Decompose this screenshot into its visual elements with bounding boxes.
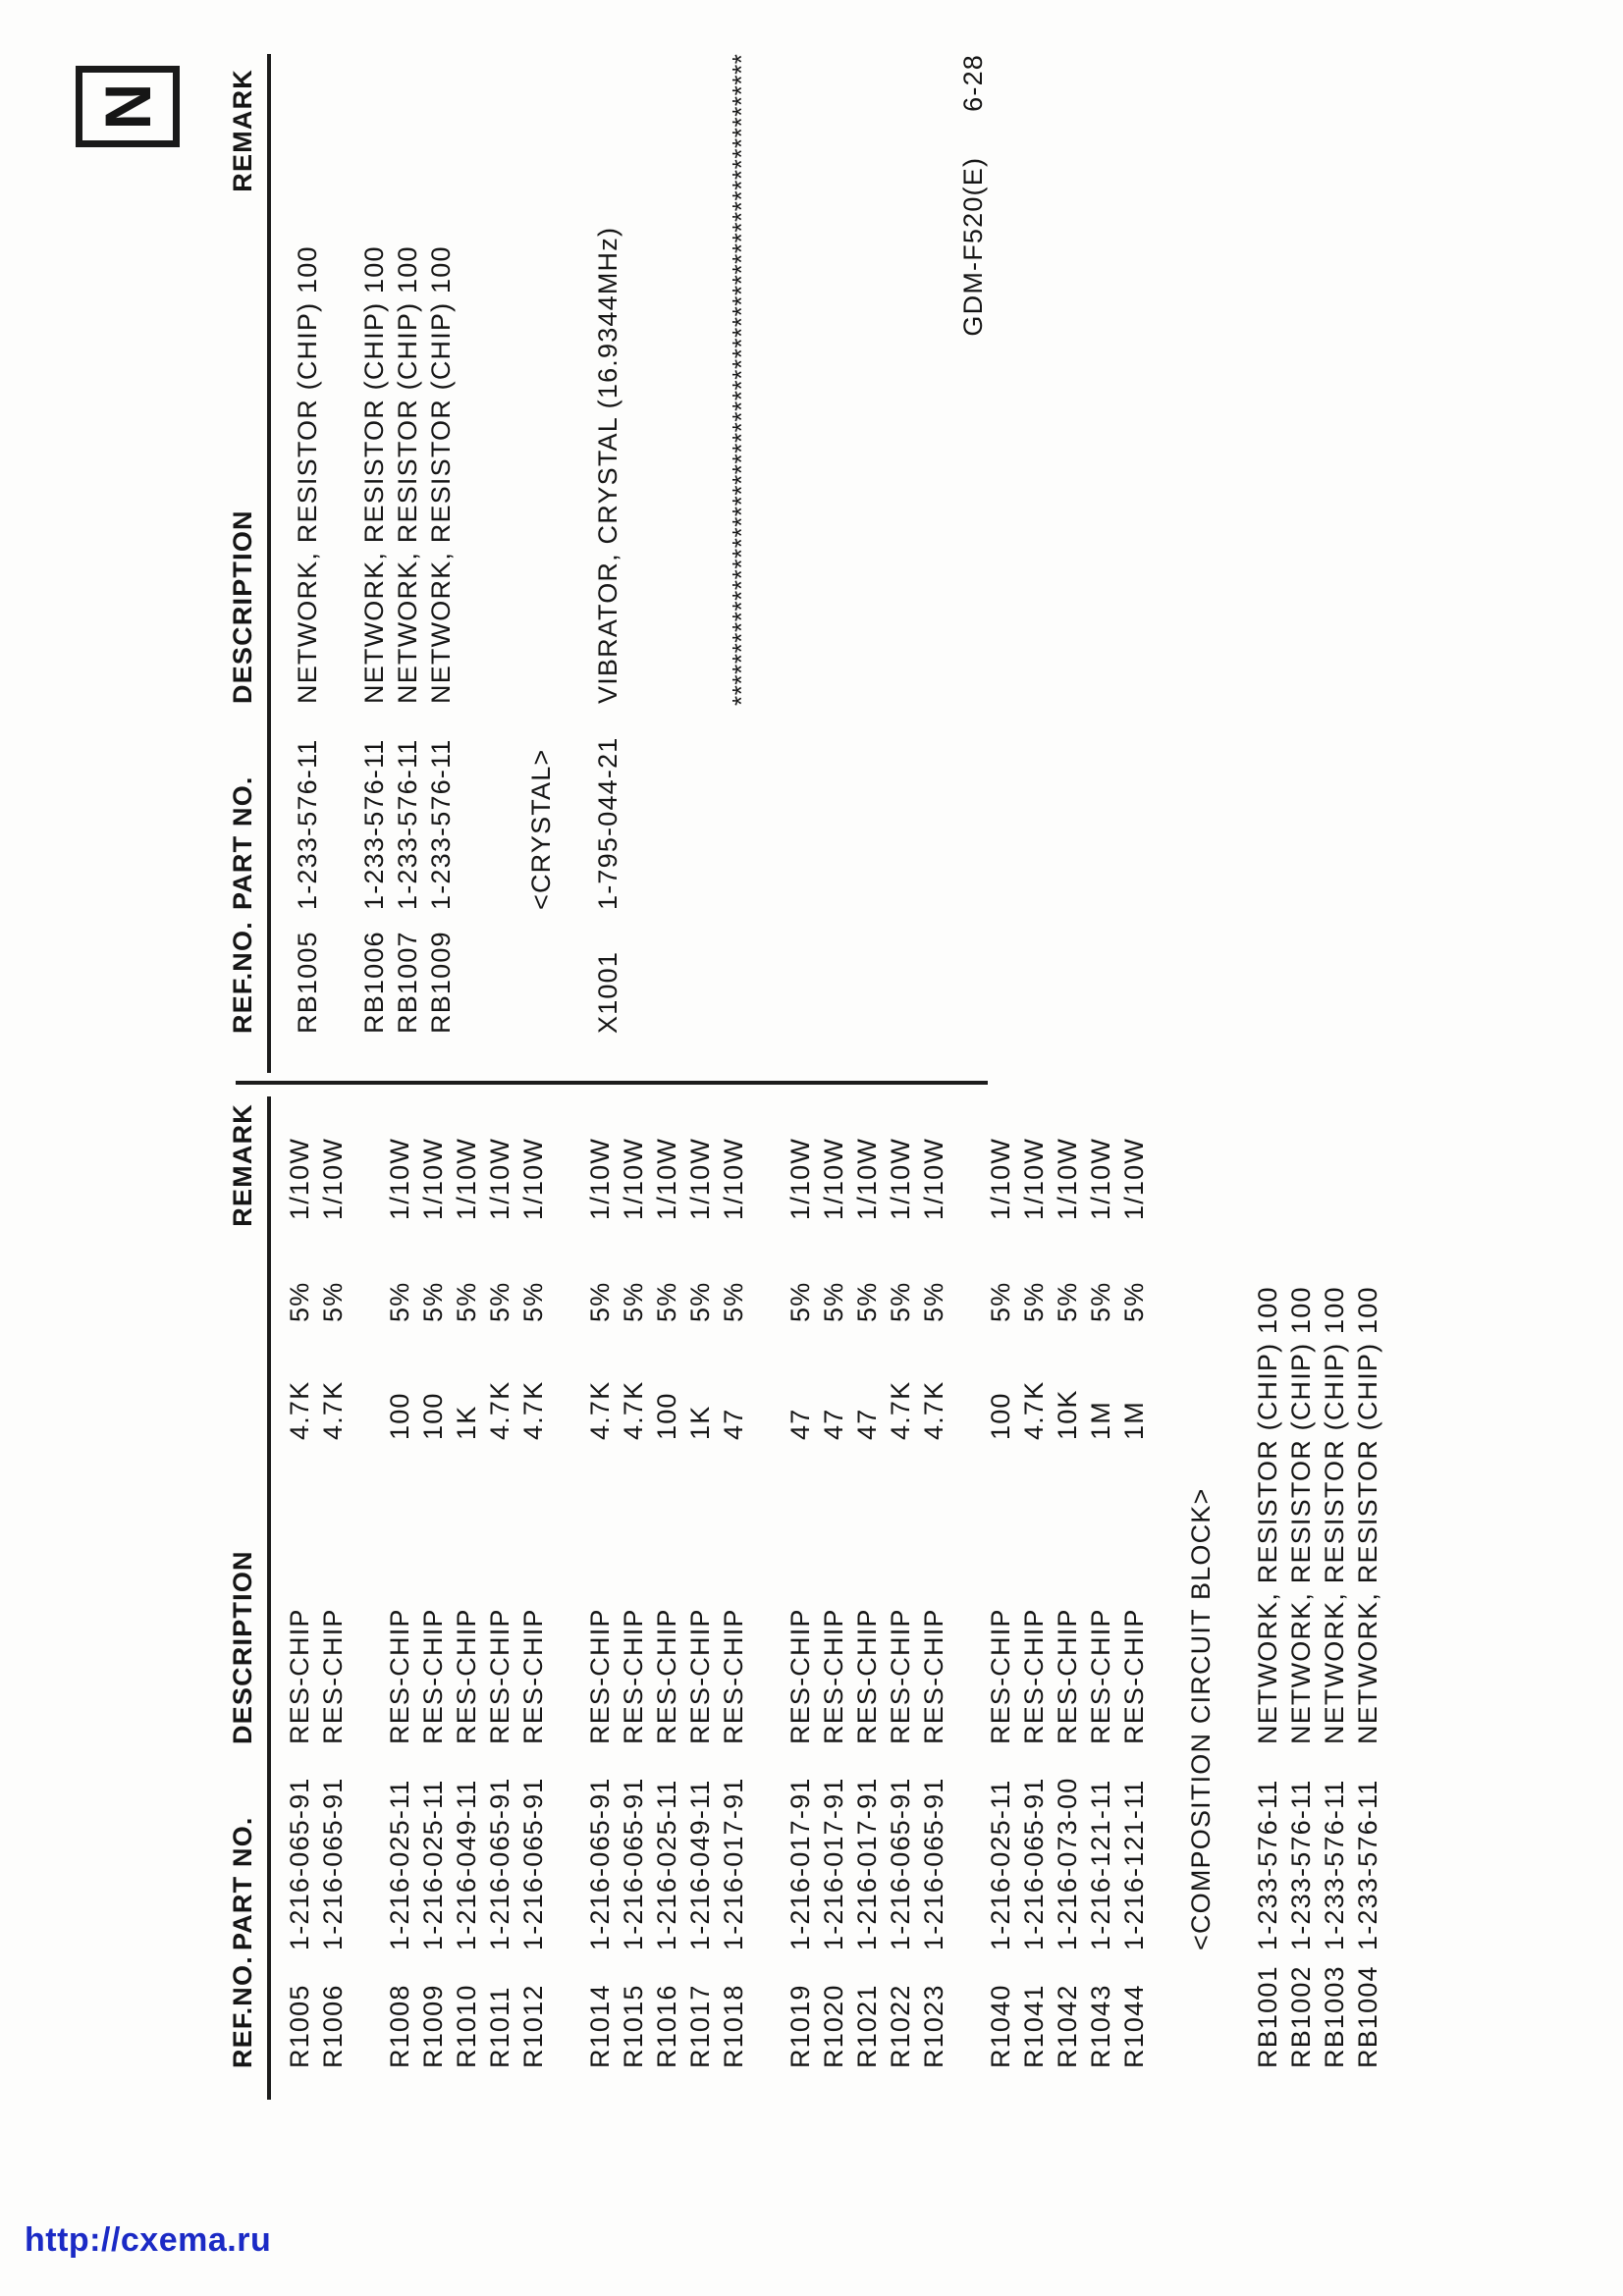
cell-part-no: 1-216-065-91 <box>919 1777 948 1950</box>
cell-remark: 1/10W <box>285 1137 314 1220</box>
section-letter: N <box>91 82 164 131</box>
cell-description: NETWORK, RESISTOR (CHIP) 100 <box>1353 1286 1382 1744</box>
asterisk-separator: ************************************************************** <box>727 53 756 706</box>
cell-part-no: 1-216-121-11 <box>1086 1779 1115 1950</box>
section-marker-box <box>76 66 180 147</box>
cell-remark: 1/10W <box>452 1137 481 1220</box>
cell-ref-no: R1044 <box>1119 1984 1149 2068</box>
cell-ref-no: R1019 <box>785 1984 815 2068</box>
cell-description: RES-CHIP <box>819 1608 848 1744</box>
cell-part-no: 1-216-025-11 <box>652 1779 681 1950</box>
cell-part-no: 1-216-065-91 <box>318 1777 348 1950</box>
cell-part-no: 1-216-017-91 <box>719 1777 748 1950</box>
cell-ref-no: R1018 <box>719 1984 748 2068</box>
cell-tolerance: 5% <box>285 1281 314 1322</box>
cell-tolerance: 5% <box>619 1281 648 1322</box>
cell-remark: 1/10W <box>385 1137 414 1220</box>
cell-tolerance: 5% <box>518 1281 548 1322</box>
cell-remark: 1/10W <box>652 1137 681 1220</box>
cell-part-no: 1-216-049-11 <box>452 1779 481 1950</box>
cell-description: RES-CHIP <box>886 1608 915 1744</box>
cell-value: 4.7K <box>619 1380 648 1440</box>
cell-value: 47 <box>719 1408 748 1440</box>
cell-description: VIBRATOR, CRYSTAL (16.9344MHz) <box>593 226 622 704</box>
cell-remark: 1/10W <box>986 1137 1015 1220</box>
cell-remark: 1/10W <box>1019 1137 1049 1220</box>
cell-remark: 1/10W <box>585 1137 615 1220</box>
cell-ref-no: RB1005 <box>293 931 322 1034</box>
section-title: <COMPOSITION CIRCUIT BLOCK> <box>1186 1487 1216 1950</box>
cell-description: RES-CHIP <box>518 1608 548 1744</box>
cell-ref-no: RB1006 <box>359 931 389 1034</box>
cell-part-no: 1-233-576-11 <box>426 738 456 910</box>
header-underline <box>267 54 271 1073</box>
cell-ref-no: X1001 <box>593 950 622 1034</box>
cell-description: NETWORK, RESISTOR (CHIP) 100 <box>426 245 456 704</box>
cell-remark: 1/10W <box>785 1137 815 1220</box>
cell-value: 1M <box>1119 1401 1149 1440</box>
cell-ref-no: RB1004 <box>1353 1965 1382 2068</box>
cell-description: NETWORK, RESISTOR (CHIP) 100 <box>1320 1286 1349 1744</box>
cell-description: NETWORK, RESISTOR (CHIP) 100 <box>393 245 422 704</box>
cell-tolerance: 5% <box>852 1281 882 1322</box>
cell-part-no: 1-233-576-11 <box>359 738 389 910</box>
cell-remark: 1/10W <box>919 1137 948 1220</box>
cell-part-no: 1-216-065-91 <box>886 1777 915 1950</box>
cell-description: RES-CHIP <box>418 1608 448 1744</box>
cell-tolerance: 5% <box>1119 1281 1149 1322</box>
cell-tolerance: 5% <box>318 1281 348 1322</box>
watermark-link[interactable]: http://cxema.ru <box>25 2221 272 2259</box>
page-footer <box>958 54 989 337</box>
cell-part-no: 1-216-065-91 <box>1019 1777 1049 1950</box>
cell-value: 4.7K <box>318 1380 348 1440</box>
cell-tolerance: 5% <box>886 1281 915 1322</box>
cell-ref-no: RB1009 <box>426 931 456 1034</box>
cell-remark: 1/10W <box>418 1137 448 1220</box>
cell-part-no: 1-216-121-11 <box>1119 1779 1149 1950</box>
cell-description: RES-CHIP <box>585 1608 615 1744</box>
cell-ref-no: R1020 <box>819 1984 848 2068</box>
cell-part-no: 1-233-576-11 <box>1353 1779 1382 1950</box>
cell-description: RES-CHIP <box>785 1608 815 1744</box>
cell-description: RES-CHIP <box>318 1608 348 1744</box>
cell-ref-no: R1040 <box>986 1984 1015 2068</box>
cell-ref-no: R1011 <box>485 1986 514 2068</box>
cell-tolerance: 5% <box>585 1281 615 1322</box>
cell-tolerance: 5% <box>452 1281 481 1322</box>
cell-tolerance: 5% <box>418 1281 448 1322</box>
cell-ref-no: R1042 <box>1053 1984 1082 2068</box>
header-ref-no: REF.NO. <box>228 1955 257 2068</box>
cell-part-no: 1-216-065-91 <box>485 1777 514 1950</box>
cell-description: NETWORK, RESISTOR (CHIP) 100 <box>293 245 322 704</box>
header-underline <box>267 1096 271 2100</box>
cell-part-no: 1-795-044-21 <box>593 736 622 910</box>
cell-part-no: 1-216-065-91 <box>285 1777 314 1950</box>
parts-table-left-column <box>228 1036 1382 2068</box>
cell-remark: 1/10W <box>685 1137 715 1220</box>
cell-ref-no: RB1001 <box>1253 1965 1282 2068</box>
cell-part-no: 1-216-017-91 <box>852 1777 882 1950</box>
cell-description: NETWORK, RESISTOR (CHIP) 100 <box>359 245 389 704</box>
cell-ref-no: R1006 <box>318 1984 348 2068</box>
cell-ref-no: R1005 <box>285 1984 314 2068</box>
cell-description: RES-CHIP <box>852 1608 882 1744</box>
cell-value: 100 <box>418 1392 448 1440</box>
cell-description: RES-CHIP <box>619 1608 648 1744</box>
cell-ref-no: RB1003 <box>1320 1965 1349 2068</box>
cell-remark: 1/10W <box>1053 1137 1082 1220</box>
cell-value: 4.7K <box>1019 1380 1049 1440</box>
cell-ref-no: R1041 <box>1019 1984 1049 2068</box>
cell-tolerance: 5% <box>1053 1281 1082 1322</box>
cell-description: RES-CHIP <box>1086 1608 1115 1744</box>
header-description: DESCRIPTION <box>228 1550 257 1744</box>
header-description: DESCRIPTION <box>228 509 257 704</box>
cell-description: RES-CHIP <box>385 1608 414 1744</box>
cell-ref-no: RB1002 <box>1286 1965 1316 2068</box>
cell-part-no: 1-216-049-11 <box>685 1779 715 1950</box>
cell-value: 1M <box>1086 1401 1115 1440</box>
cell-description: RES-CHIP <box>1053 1608 1082 1744</box>
cell-value: 4.7K <box>585 1380 615 1440</box>
cell-remark: 1/10W <box>318 1137 348 1220</box>
cell-part-no: 1-216-065-91 <box>518 1777 548 1950</box>
cell-ref-no: R1010 <box>452 1984 481 2068</box>
cell-ref-no: R1043 <box>1086 1984 1115 2068</box>
cell-value: 4.7K <box>485 1380 514 1440</box>
cell-description: RES-CHIP <box>652 1608 681 1744</box>
cell-remark: 1/10W <box>886 1137 915 1220</box>
cell-description: RES-CHIP <box>1019 1608 1049 1744</box>
footer-model-code: GDM-F520(E) <box>958 156 988 337</box>
cell-description: NETWORK, RESISTOR (CHIP) 100 <box>1253 1286 1282 1744</box>
cell-value: 47 <box>819 1408 848 1440</box>
cell-value: 4.7K <box>285 1380 314 1440</box>
cell-ref-no: R1012 <box>518 1984 548 2068</box>
cell-description: RES-CHIP <box>719 1608 748 1744</box>
cell-value: 1K <box>685 1405 715 1440</box>
column-divider-line <box>236 1081 988 1085</box>
cell-tolerance: 5% <box>385 1281 414 1322</box>
cell-value: 4.7K <box>518 1380 548 1440</box>
cell-tolerance: 5% <box>485 1281 514 1322</box>
cell-tolerance: 5% <box>986 1281 1015 1322</box>
cell-description: RES-CHIP <box>452 1608 481 1744</box>
cell-value: 47 <box>852 1408 882 1440</box>
cell-value: 47 <box>785 1408 815 1440</box>
cell-description: NETWORK, RESISTOR (CHIP) 100 <box>1286 1286 1316 1744</box>
header-part-no: PART NO. <box>228 1816 257 1950</box>
cell-ref-no: R1021 <box>852 1984 882 2068</box>
section-title: <CRYSTAL> <box>526 748 556 910</box>
cell-ref-no: R1008 <box>385 1984 414 2068</box>
cell-remark: 1/10W <box>485 1137 514 1220</box>
header-part-no: PART NO. <box>228 775 257 910</box>
cell-description: RES-CHIP <box>485 1608 514 1744</box>
cell-value: 4.7K <box>886 1380 915 1440</box>
cell-description: RES-CHIP <box>285 1608 314 1744</box>
cell-ref-no: R1017 <box>685 1984 715 2068</box>
cell-tolerance: 5% <box>652 1281 681 1322</box>
cell-part-no: 1-216-065-91 <box>585 1777 615 1950</box>
cell-part-no: 1-233-576-11 <box>293 738 322 910</box>
cell-description: RES-CHIP <box>919 1608 948 1744</box>
cell-description: RES-CHIP <box>986 1608 1015 1744</box>
cell-ref-no: R1009 <box>418 1984 448 2068</box>
header-ref-no: REF.NO. <box>228 921 257 1034</box>
table-header-row <box>228 1036 255 2068</box>
cell-ref-no: R1016 <box>652 1984 681 2068</box>
header-remark: REMARK <box>228 1103 257 1227</box>
cell-description: RES-CHIP <box>1119 1608 1149 1744</box>
cell-tolerance: 5% <box>785 1281 815 1322</box>
cell-part-no: 1-233-576-11 <box>1253 1779 1282 1950</box>
cell-value: 1K <box>452 1405 481 1440</box>
cell-remark: 1/10W <box>1119 1137 1149 1220</box>
footer-page-number: 6-28 <box>958 54 988 112</box>
cell-ref-no: R1022 <box>886 1984 915 2068</box>
cell-value: 10K <box>1053 1389 1082 1440</box>
cell-value: 100 <box>652 1392 681 1440</box>
cell-part-no: 1-233-576-11 <box>393 738 422 910</box>
cell-remark: 1/10W <box>1086 1137 1115 1220</box>
parts-table-right-column <box>228 53 756 1034</box>
cell-tolerance: 5% <box>819 1281 848 1322</box>
cell-ref-no: R1014 <box>585 1984 615 2068</box>
cell-value: 4.7K <box>919 1380 948 1440</box>
cell-tolerance: 5% <box>1086 1281 1115 1322</box>
cell-part-no: 1-233-576-11 <box>1320 1779 1349 1950</box>
cell-ref-no: R1015 <box>619 1984 648 2068</box>
cell-part-no: 1-216-065-91 <box>619 1777 648 1950</box>
cell-ref-no: R1023 <box>919 1984 948 2068</box>
cell-part-no: 1-216-017-91 <box>819 1777 848 1950</box>
cell-part-no: 1-233-576-11 <box>1286 1779 1316 1950</box>
cell-part-no: 1-216-073-00 <box>1053 1777 1082 1950</box>
cell-remark: 1/10W <box>719 1137 748 1220</box>
cell-remark: 1/10W <box>819 1137 848 1220</box>
cell-ref-no: RB1007 <box>393 931 422 1034</box>
cell-value: 100 <box>986 1392 1015 1440</box>
cell-part-no: 1-216-025-11 <box>385 1779 414 1950</box>
cell-part-no: 1-216-025-11 <box>418 1779 448 1950</box>
cell-part-no: 1-216-017-91 <box>785 1777 815 1950</box>
cell-value: 100 <box>385 1392 414 1440</box>
cell-remark: 1/10W <box>852 1137 882 1220</box>
cell-tolerance: 5% <box>1019 1281 1049 1322</box>
cell-remark: 1/10W <box>518 1137 548 1220</box>
cell-tolerance: 5% <box>719 1281 748 1322</box>
cell-remark: 1/10W <box>619 1137 648 1220</box>
cell-tolerance: 5% <box>685 1281 715 1322</box>
cell-part-no: 1-216-025-11 <box>986 1779 1015 1950</box>
header-remark: REMARK <box>228 69 257 192</box>
table-header-row <box>228 54 255 1034</box>
cell-description: RES-CHIP <box>685 1608 715 1744</box>
cell-tolerance: 5% <box>919 1281 948 1322</box>
